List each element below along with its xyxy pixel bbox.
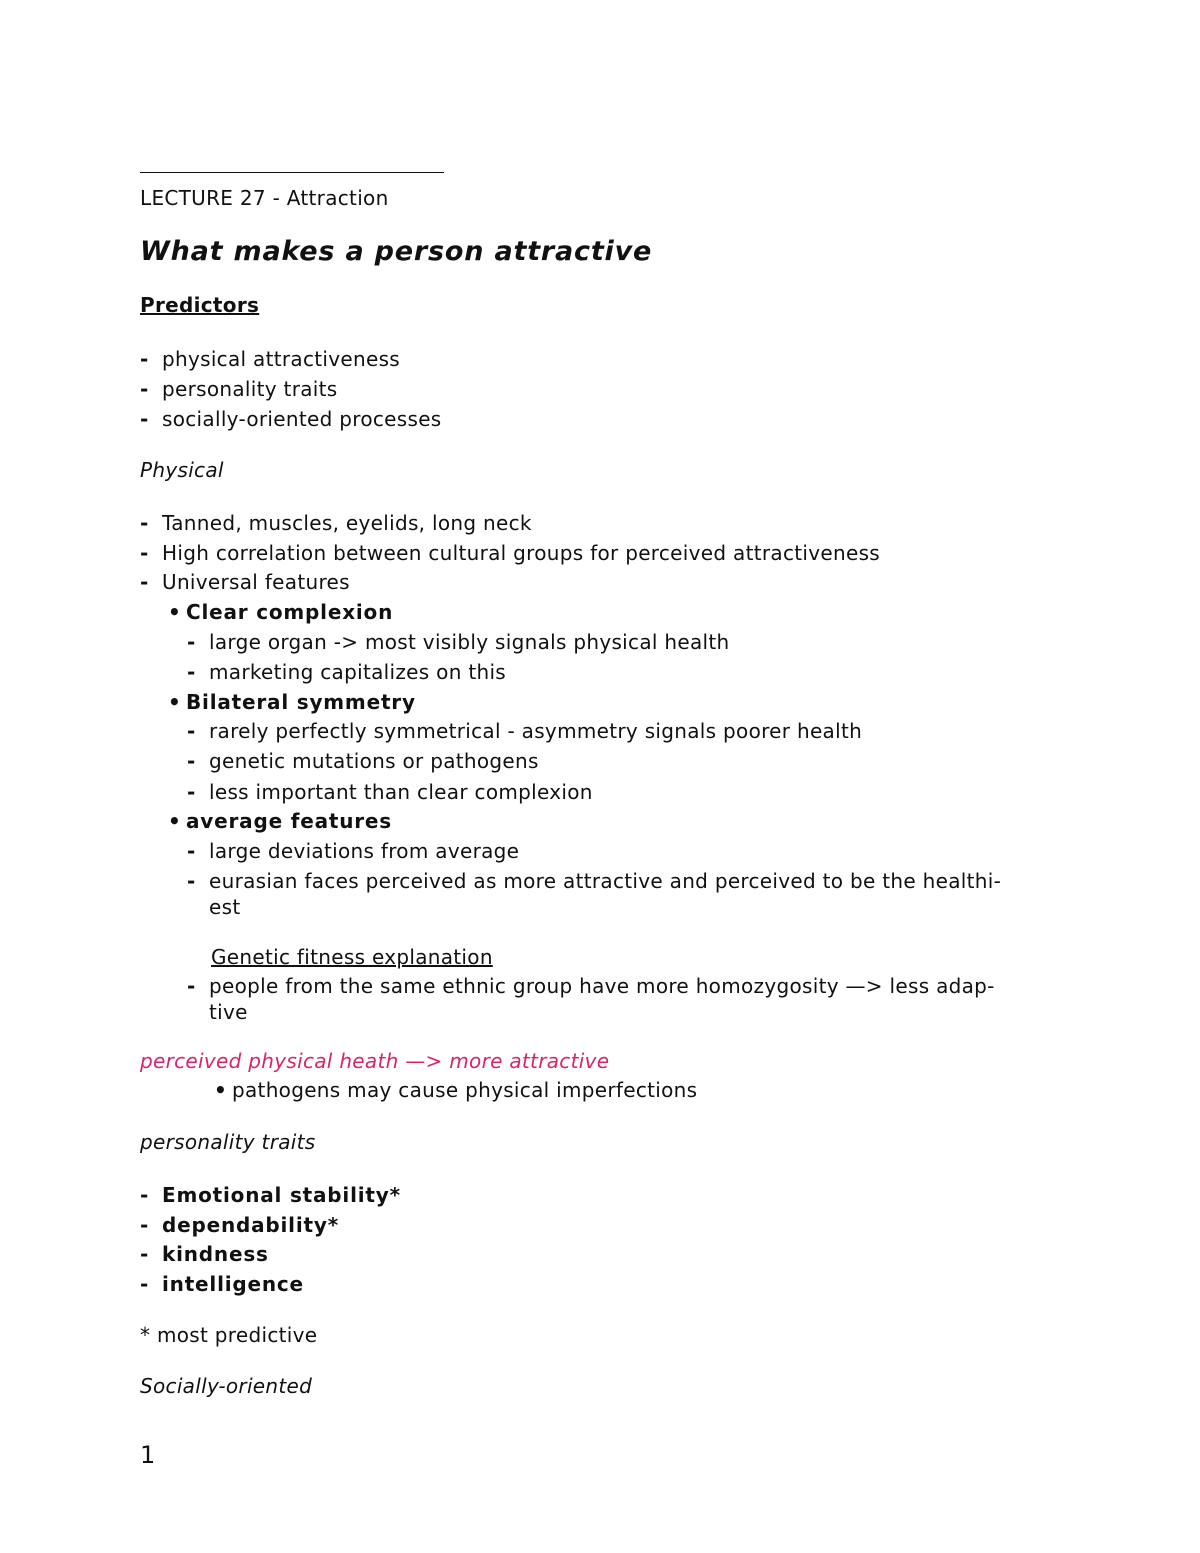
- dash-bullet: -: [140, 347, 149, 371]
- health-heading: perceived physical heath —> more attractive: [140, 1049, 610, 1073]
- lecture-title: LECTURE 27 - Attraction: [140, 186, 389, 210]
- page-number: 1: [140, 1441, 156, 1469]
- list-item-text: Tanned, muscles, eyelids, long neck: [162, 511, 532, 535]
- list-item-text: pathogens may cause physical imperfections: [232, 1078, 698, 1102]
- physical-heading: Physical: [140, 458, 224, 482]
- dash-bullet: -: [187, 780, 196, 804]
- list-item: [140, 1183, 401, 1207]
- dash-bullet: -: [187, 839, 196, 863]
- dash-bullet: -: [187, 660, 196, 684]
- dash-bullet: -: [140, 511, 149, 535]
- list-item-text: intelligence: [162, 1272, 304, 1296]
- list-item-text: people from the same ethnic group have more homozygosity —> less adap-: [209, 974, 995, 998]
- list-item-text: less important than clear complexion: [209, 780, 593, 804]
- dash-bullet: -: [140, 1183, 150, 1207]
- list-item: [187, 719, 862, 743]
- list-item-text: kindness: [162, 1242, 269, 1266]
- dash-bullet: -: [140, 541, 149, 565]
- bullet-dot: •: [168, 809, 182, 833]
- footnote: * most predictive: [140, 1323, 318, 1347]
- list-item-text: large organ -> most visibly signals physical health: [209, 630, 730, 654]
- list-item: [140, 541, 880, 565]
- list-item-text: socially-oriented processes: [162, 407, 442, 431]
- list-item: [140, 1213, 339, 1237]
- list-item: [187, 974, 995, 998]
- genetic-fitness-heading: Genetic fitness explanation: [211, 945, 493, 969]
- list-item-text: rarely perfectly symmetrical - asymmetry signals poorer health: [209, 719, 863, 743]
- list-item-continuation: est: [209, 895, 241, 919]
- list-item: [187, 660, 506, 684]
- dash-bullet: -: [140, 1272, 150, 1296]
- sub-bullet-heading: [168, 690, 416, 714]
- horizontal-rule: [140, 154, 444, 173]
- clear-complexion-label: Clear complexion: [186, 600, 394, 624]
- list-item-text: genetic mutations or pathogens: [209, 749, 539, 773]
- list-item: [187, 839, 519, 863]
- personality-heading: personality traits: [140, 1130, 316, 1154]
- dash-bullet: -: [187, 630, 196, 654]
- bullet-dot: •: [168, 600, 182, 624]
- list-item-text: dependability*: [162, 1213, 339, 1237]
- page-title: What makes a person attractive: [140, 236, 653, 267]
- list-item: [140, 1242, 269, 1266]
- list-item-text: personality traits: [162, 377, 338, 401]
- list-item-text: large deviations from average: [209, 839, 520, 863]
- list-item: [140, 570, 350, 594]
- list-item-text: eurasian faces perceived as more attractive and perceived to be the healthi-: [209, 869, 1002, 893]
- list-item: [187, 869, 1001, 893]
- predictors-heading: Predictors: [140, 293, 260, 317]
- dash-bullet: -: [140, 570, 149, 594]
- list-item-text: marketing capitalizes on this: [209, 660, 507, 684]
- list-item-text: physical attractiveness: [162, 347, 401, 371]
- dash-bullet: -: [140, 407, 149, 431]
- sub-bullet-heading: [168, 600, 393, 624]
- sub-bullet-heading: [168, 809, 392, 833]
- list-item-continuation: tive: [209, 1000, 248, 1024]
- list-item-text: High correlation between cultural groups for perceived attractiveness: [162, 541, 881, 565]
- list-item: [214, 1078, 697, 1102]
- dash-bullet: -: [187, 869, 196, 893]
- dash-bullet: -: [187, 749, 196, 773]
- bullet-dot: •: [168, 690, 182, 714]
- list-item: [140, 407, 442, 431]
- bullet-dot: •: [214, 1078, 228, 1102]
- bilateral-symmetry-label: Bilateral symmetry: [186, 690, 416, 714]
- average-features-label: average features: [186, 809, 392, 833]
- list-item: [140, 347, 400, 371]
- dash-bullet: -: [140, 1242, 150, 1266]
- dash-bullet: -: [187, 719, 196, 743]
- list-item: [187, 749, 539, 773]
- list-item: [140, 511, 532, 535]
- list-item-text: Universal features: [162, 570, 350, 594]
- list-item: [187, 780, 593, 804]
- list-item: [140, 1272, 304, 1296]
- list-item: [187, 630, 730, 654]
- socially-oriented-heading: Socially-oriented: [140, 1374, 313, 1398]
- dash-bullet: -: [140, 1213, 150, 1237]
- dash-bullet: -: [187, 974, 196, 998]
- dash-bullet: -: [140, 377, 149, 401]
- list-item: [140, 377, 338, 401]
- list-item-text: Emotional stability*: [162, 1183, 401, 1207]
